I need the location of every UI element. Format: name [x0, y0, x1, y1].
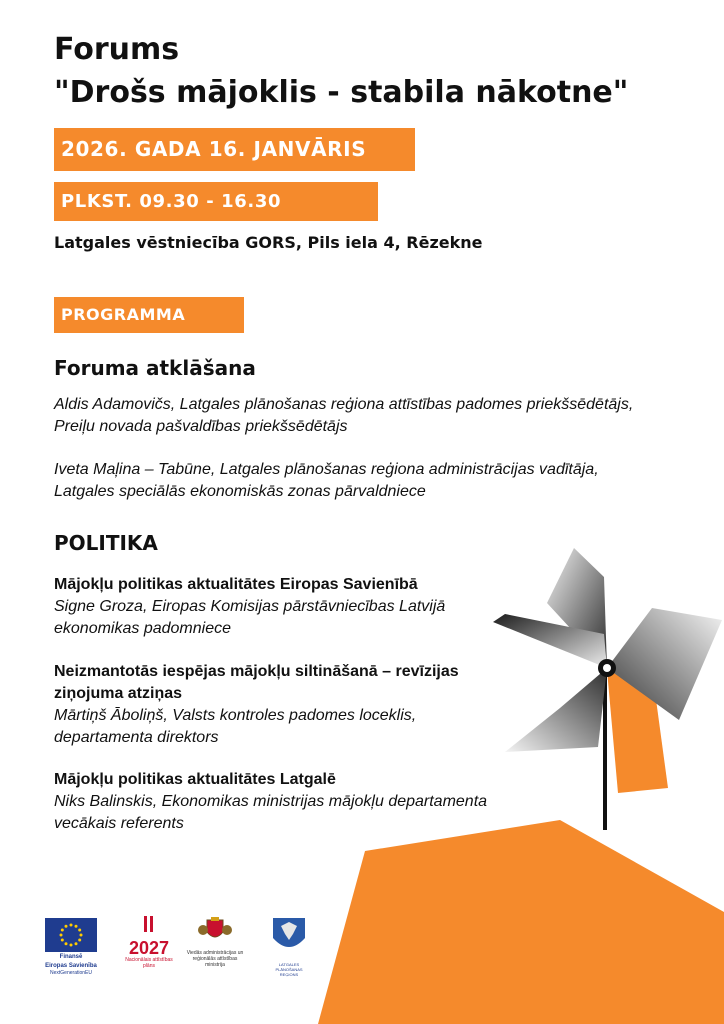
program-badge: PROGRAMMA [54, 297, 244, 333]
politics-topic-2 [54, 661, 504, 749]
lpr-shield-icon [269, 916, 309, 956]
opening-speaker-2: Iveta Maļina – Tabūne, Latgales plānošanas reģiona administrācijas vadītāja, Latgales speciālās ekonomiskās zonas pārvaldniece [54, 461, 599, 500]
topic-title: Mājokļu politikas aktualitātes Latgalē [54, 771, 336, 788]
opening-heading: Foruma atklāšana [54, 356, 256, 380]
eu-line-2: Eiropas Savienība [45, 963, 97, 969]
ministry-text: Viedās administrācijas un reģionālās attīstības ministrija [186, 950, 244, 968]
title-line-1: Forums [54, 32, 180, 67]
topic-speaker: Signe Groza, Eiropas Komisijas pārstāvniecības Latvijā ekonomikas padomniece [54, 598, 446, 637]
title-line-2: "Drošs mājoklis - stabila nākotne" [54, 75, 629, 110]
politics-topic-3 [54, 769, 504, 835]
orange-ground-shape [318, 820, 724, 1024]
nap-2027-logo [124, 916, 174, 969]
eu-line-3: NextGenerationEU [50, 970, 92, 976]
ministry-logo [185, 916, 245, 968]
topic-title: Mājokļu politikas aktualitātes Eiropas Savienībā [54, 576, 418, 593]
venue-text: Latgales vēstniecība GORS, Pils iela 4, Rēzekne [54, 233, 483, 252]
time-badge: PLKST. 09.30 - 16.30 [54, 182, 378, 221]
nap-number: 2027 [128, 938, 170, 958]
nap-bars-icon [139, 916, 159, 932]
lpr-text: LATGALES PLĀNOŠANAS REĢIONS [275, 962, 303, 977]
topic-speaker: Mārtiņš Āboliņš, Valsts kontroles padomes loceklis, departamenta direktors [54, 707, 417, 746]
coat-of-arms-icon [197, 916, 233, 944]
eu-flag-icon [45, 918, 97, 952]
politics-topic-1 [54, 574, 504, 640]
page-title [54, 28, 628, 114]
lpr-logo [266, 916, 312, 977]
topic-speaker: Niks Balinskis, Ekonomikas ministrijas mājokļu departamenta vecākais referents [54, 793, 488, 832]
nap-sub: Nacionālais attīstības plāns [125, 957, 173, 969]
politics-heading: POLITIKA [54, 531, 158, 555]
opening-speaker-1: Aldis Adamovičs, Latgales plānošanas reģiona attīstības padomes priekšsēdētājs, Preiļu novada pašvaldības priekšsēdētājs [54, 396, 634, 435]
topic-title: Neizmantotās iespējas mājokļu siltināšanā – revīzijas ziņojuma atziņas [54, 663, 459, 702]
eu-logo [44, 918, 98, 976]
date-badge: 2026. GADA 16. JANVĀRIS [54, 128, 415, 171]
pinwheel-blade-bottom [505, 668, 607, 752]
eu-line-1: Finansē [59, 954, 83, 960]
